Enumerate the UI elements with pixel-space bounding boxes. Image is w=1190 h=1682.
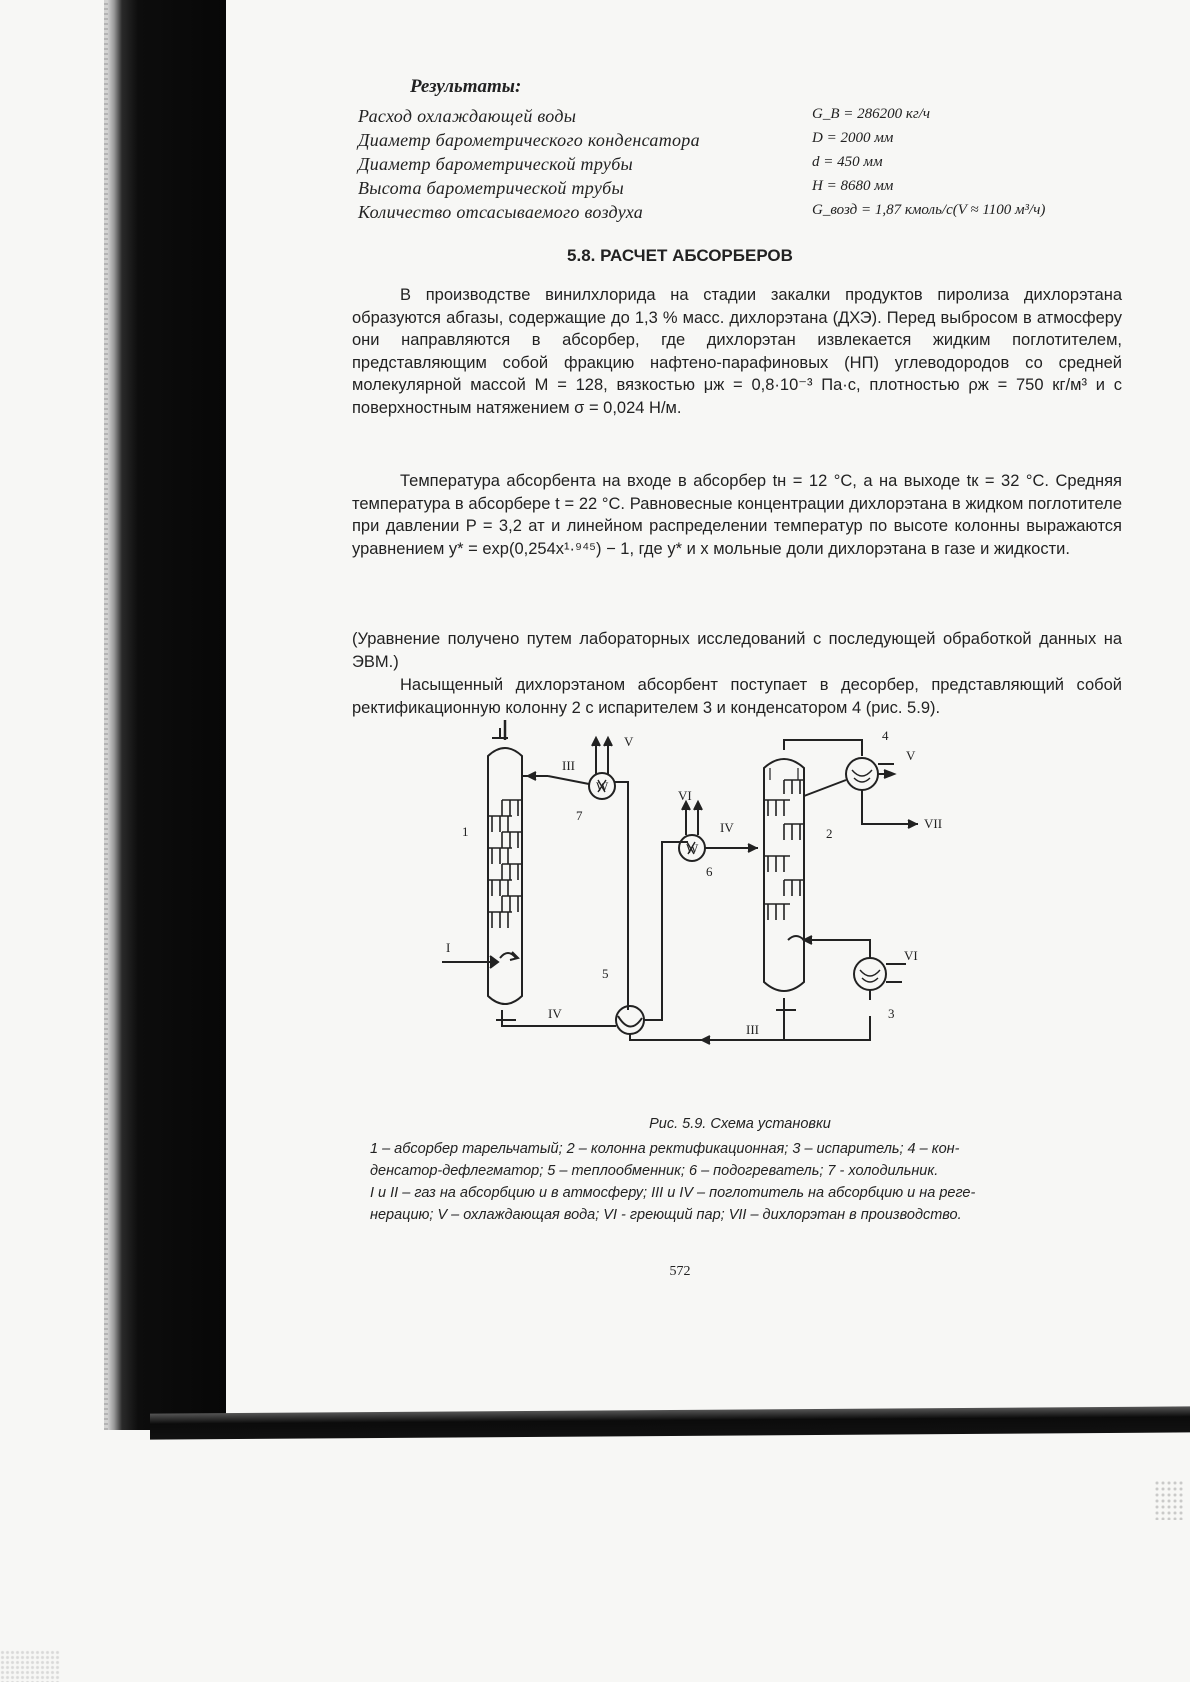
label-5: 5 bbox=[602, 966, 609, 981]
paragraph-text: (Уравнение получено путем лабораторных исследований с последующей обработкой данных на ЭВМ.) bbox=[352, 630, 1122, 671]
section-title: 5.8. РАСЧЕТ АБСОРБЕРОВ bbox=[567, 246, 793, 265]
label-V-right: V bbox=[906, 748, 916, 763]
result-label: Диаметр барометрической трубы bbox=[358, 154, 634, 174]
label-4: 4 bbox=[882, 728, 889, 743]
legend-line: денсатор-дефлегматор; 5 – теплообменник; 6 – подогреватель; 7 - холодильник. bbox=[370, 1163, 939, 1179]
paragraph-text: Температура абсорбента на входе в абсорбер tн = 12 °C, а на выходе tк = 32 °C. Средняя температура в абсорбере t = 22 °C. Равновесные концентрации дихлорэтана в жидком поглотителе при давлении P = 3,2 ат и линейном распределении температур по высоте колонны выражаются уравнением y* = exp(0,254x¹·⁹⁴⁵) − 1, где y* и x мольные доли дихлорэтана в газе и жидкости. bbox=[352, 472, 1122, 558]
figure-caption: Рис. 5.9. Схема установки bbox=[649, 1116, 831, 1132]
label-III-top: III bbox=[562, 758, 575, 773]
result-label: Расход охлаждающей воды bbox=[358, 106, 577, 126]
label-1: 1 bbox=[462, 824, 469, 839]
result-row bbox=[358, 178, 1118, 202]
label-III-bottom: III bbox=[746, 1022, 759, 1037]
figure-legend bbox=[370, 1138, 1110, 1226]
result-value: H = 8680 мм bbox=[812, 178, 894, 194]
paragraph-2 bbox=[352, 470, 1122, 560]
result-label: Количество отсасываемого воздуха bbox=[358, 202, 644, 222]
label-V-left: V bbox=[624, 734, 634, 749]
legend-line: I и II – газ на абсорбцию и в атмосферу; III и IV – поглотитель на абсорбцию и на реге- bbox=[370, 1185, 976, 1201]
scan-spine-shadow bbox=[108, 0, 226, 1430]
heater-glyph: W bbox=[686, 841, 699, 856]
legend-line: 1 – абсорбер тарельчатый; 2 – колонна ректификационная; 3 – испаритель; 4 – кон- bbox=[370, 1141, 960, 1157]
result-value: d = 450 мм bbox=[812, 154, 883, 170]
label-I: I bbox=[446, 940, 451, 955]
page-number: 572 bbox=[669, 1264, 691, 1279]
label-VI-right: VI bbox=[904, 948, 918, 963]
paragraph-text: Насыщенный дихлорэтаном абсорбент поступает в десорбер, представляющий собой ректификационную колонну 2 с испарителем 3 и конденсатором 4 (рис. 5.9). bbox=[352, 676, 1122, 717]
label-2: 2 bbox=[826, 826, 833, 841]
paragraph-1 bbox=[352, 284, 1122, 420]
scan-noise bbox=[1154, 1480, 1184, 1520]
process-diagram-labels bbox=[350, 720, 1130, 1120]
result-row bbox=[358, 130, 1118, 154]
label-6: 6 bbox=[706, 864, 713, 879]
result-row bbox=[358, 202, 1118, 226]
result-label: Высота барометрической трубы bbox=[358, 178, 625, 198]
result-value: G_возд = 1,87 кмоль/с(V ≈ 1100 м³/ч) bbox=[812, 202, 1046, 218]
label-3: 3 bbox=[888, 1006, 895, 1021]
paragraph-text: В производстве винилхлорида на стадии закалки продуктов пиролиза дихлорэтана образуются абгазы, содержащие до 1,3 % масс. дихлорэтана (ДХЭ). Перед выбросом в атмосферу они направляются в абсорбер, где дихлорэтан извлекается жидким поглотителем, представляющим собой фракцию нафтено-парафиновых (НП) углеводородов со средней молекулярной массой M = 128, вязкостью μж = 0,8·10⁻³ Па·с, плотностью ρж = 750 кг/м³ и с поверхностным натяжением σ = 0,024 Н/м. bbox=[352, 286, 1122, 417]
result-row bbox=[358, 106, 1118, 130]
result-value: G_B = 286200 кг/ч bbox=[812, 106, 931, 122]
paragraph-4 bbox=[352, 674, 1122, 719]
cooler-glyph: W bbox=[596, 779, 609, 794]
label-IV-right: IV bbox=[720, 820, 734, 835]
label-IV-bottom: IV bbox=[548, 1006, 562, 1021]
legend-line: нерацию; V – охлаждающая вода; VI - греющий пар; VII – дихлорэтан в производство. bbox=[370, 1207, 962, 1223]
label-7: 7 bbox=[576, 808, 583, 823]
result-label: Диаметр барометрического конденсатора bbox=[358, 130, 700, 150]
label-VII: VII bbox=[924, 816, 943, 831]
results-title: Результаты: bbox=[410, 76, 522, 97]
label-VI-top: VI bbox=[678, 788, 692, 803]
paragraph-3 bbox=[352, 628, 1122, 673]
scan-noise-corner bbox=[0, 1650, 60, 1682]
result-row bbox=[358, 154, 1118, 178]
result-value: D = 2000 мм bbox=[812, 130, 894, 146]
